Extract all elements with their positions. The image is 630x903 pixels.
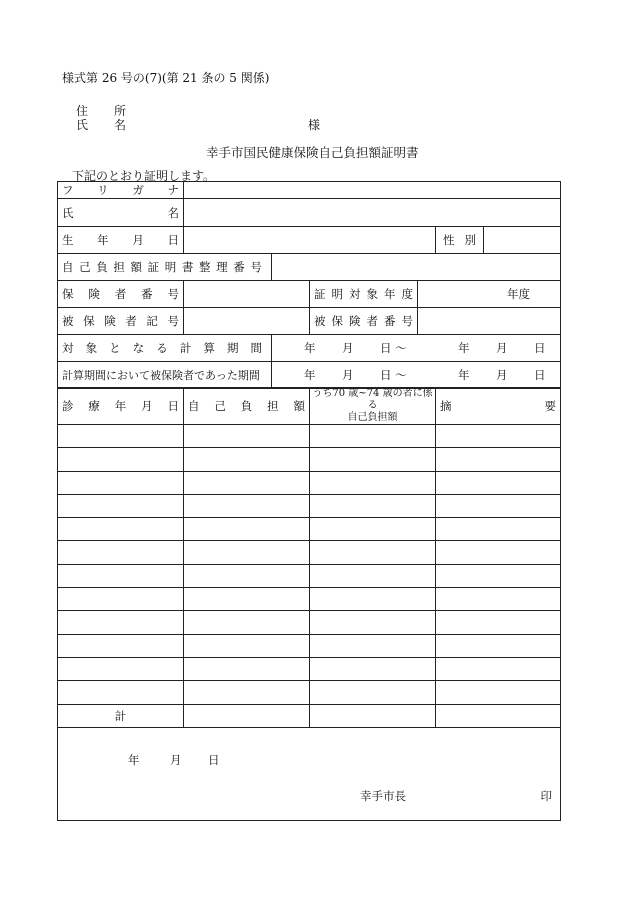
insured-period-field[interactable]: 年 月 日 〜 年 月 日: [272, 362, 561, 389]
cell-remarks[interactable]: [436, 681, 561, 704]
sex-label: 性 別: [436, 227, 484, 254]
cell-self-pay[interactable]: [184, 494, 310, 517]
mayor-label: 幸手市長: [360, 788, 406, 803]
cell-age-7074[interactable]: [310, 681, 436, 704]
cell-age-7074[interactable]: [310, 564, 436, 587]
intro-text: 下記のとおり証明します。: [72, 169, 216, 183]
cell-self-pay[interactable]: [184, 657, 310, 680]
cell-self-pay[interactable]: [184, 541, 310, 564]
insured-symbol-label: 被 保 険 者 記 号: [58, 308, 184, 335]
cell-date[interactable]: [58, 564, 184, 587]
cell-date[interactable]: [58, 471, 184, 494]
cell-date[interactable]: [58, 541, 184, 564]
table-row: [58, 611, 561, 634]
table-row: [58, 681, 561, 704]
cell-self-pay[interactable]: [184, 634, 310, 657]
table-row: [58, 541, 561, 564]
total-label: 計: [58, 704, 184, 727]
table-row: [58, 494, 561, 517]
certificate-table: [57, 181, 561, 389]
header-self-pay: 自 己 負 担 額: [184, 388, 310, 425]
cell-date[interactable]: [58, 588, 184, 611]
cell-remarks[interactable]: [436, 494, 561, 517]
cell-date[interactable]: [58, 657, 184, 680]
cell-remarks[interactable]: [436, 471, 561, 494]
sama-label: 様: [308, 118, 321, 132]
sex-field[interactable]: [484, 227, 561, 254]
table-row: [58, 564, 561, 587]
cell-remarks[interactable]: [436, 588, 561, 611]
calc-period-field[interactable]: 年 月 日 〜 年 月 日: [272, 335, 561, 362]
table-row: [58, 425, 561, 448]
birthdate-label: 生 年 月 日: [58, 227, 184, 254]
cell-date[interactable]: [58, 448, 184, 471]
cell-self-pay[interactable]: [184, 448, 310, 471]
cell-age-7074[interactable]: [310, 425, 436, 448]
cell-remarks[interactable]: [436, 541, 561, 564]
insurer-number-label: 保 険 者 番 号: [58, 281, 184, 308]
detail-table: [57, 387, 561, 821]
total-self-pay[interactable]: [184, 704, 310, 727]
furigana-label: フ リ ガ ナ: [58, 182, 184, 199]
calc-period-label: 対 象 と な る 計 算 期 間: [58, 335, 272, 362]
cell-age-7074[interactable]: [310, 541, 436, 564]
cell-date[interactable]: [58, 681, 184, 704]
cell-remarks[interactable]: [436, 448, 561, 471]
furigana-field[interactable]: [184, 182, 561, 199]
header-remarks: 摘 要: [436, 388, 561, 425]
footer-block: [58, 727, 561, 820]
header-age-7074: うち70 歳~74 歳の者に係る 自己負担額: [310, 388, 436, 425]
cell-remarks[interactable]: [436, 634, 561, 657]
form-number: 様式第 26 号の(7)(第 21 条の 5 関係): [62, 71, 270, 85]
cell-self-pay[interactable]: [184, 518, 310, 541]
header-date: 診 療 年 月 日: [58, 388, 184, 425]
total-age-7074[interactable]: [310, 704, 436, 727]
cell-self-pay[interactable]: [184, 681, 310, 704]
target-year-field[interactable]: 年度: [418, 281, 561, 308]
target-year-label: 証 明 対 象 年 度: [310, 281, 418, 308]
insured-symbol-field[interactable]: [184, 308, 310, 335]
cell-age-7074[interactable]: [310, 494, 436, 517]
cell-remarks[interactable]: [436, 611, 561, 634]
cell-self-pay[interactable]: [184, 588, 310, 611]
table-row: [58, 588, 561, 611]
issue-date: 年 月 日: [128, 752, 220, 767]
cell-remarks[interactable]: [436, 425, 561, 448]
seal-mark: 印: [540, 788, 552, 803]
table-row: [58, 448, 561, 471]
cell-age-7074[interactable]: [310, 634, 436, 657]
table-row: [58, 518, 561, 541]
cell-self-pay[interactable]: [184, 471, 310, 494]
cell-age-7074[interactable]: [310, 471, 436, 494]
address-label: 住 所: [76, 104, 126, 118]
cell-remarks[interactable]: [436, 564, 561, 587]
cell-self-pay[interactable]: [184, 425, 310, 448]
document-title: 幸手市国民健康保険自己負担額証明書: [206, 145, 419, 160]
cell-age-7074[interactable]: [310, 611, 436, 634]
cell-date[interactable]: [58, 634, 184, 657]
table-row: [58, 471, 561, 494]
cell-age-7074[interactable]: [310, 518, 436, 541]
insured-number-label: 被 保 険 者 番 号: [310, 308, 418, 335]
cert-number-field[interactable]: [272, 254, 561, 281]
insured-period-label: 計算期間において被保険者であった期間: [58, 362, 272, 389]
table-row: [58, 634, 561, 657]
cell-remarks[interactable]: [436, 657, 561, 680]
insurer-number-field[interactable]: [184, 281, 310, 308]
cell-age-7074[interactable]: [310, 448, 436, 471]
name-label: 氏 名: [76, 118, 126, 132]
cell-date[interactable]: [58, 611, 184, 634]
cell-self-pay[interactable]: [184, 564, 310, 587]
name-row-label: 氏 名: [58, 199, 184, 227]
cert-number-label: 自 己 負 担 額 証 明 書 整 理 番 号: [58, 254, 272, 281]
insured-number-field[interactable]: [418, 308, 561, 335]
cell-date[interactable]: [58, 518, 184, 541]
cell-date[interactable]: [58, 425, 184, 448]
cell-remarks[interactable]: [436, 518, 561, 541]
table-row: [58, 657, 561, 680]
cell-date[interactable]: [58, 494, 184, 517]
cell-age-7074[interactable]: [310, 657, 436, 680]
name-field[interactable]: [184, 199, 561, 227]
total-remarks[interactable]: [436, 704, 561, 727]
cell-self-pay[interactable]: [184, 611, 310, 634]
cell-age-7074[interactable]: [310, 588, 436, 611]
birthdate-field[interactable]: [184, 227, 436, 254]
